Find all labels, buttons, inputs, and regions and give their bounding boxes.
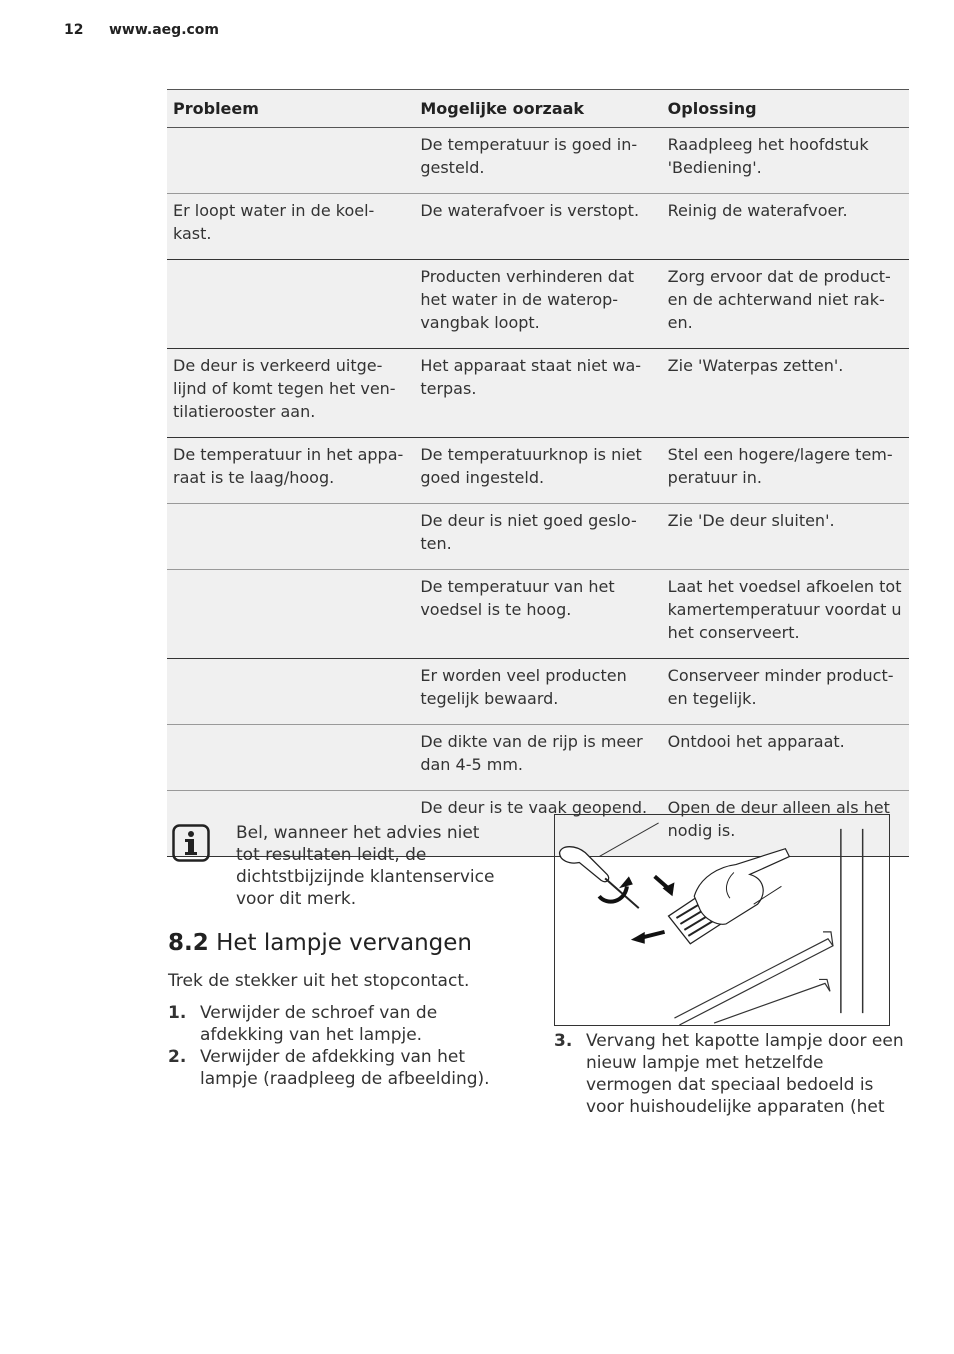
column-header-cause: Mogelijke oorzaak (414, 90, 661, 128)
table-row (167, 438, 909, 504)
list-item (168, 1002, 498, 1046)
cause-cell: De temperatuur is goed in-gesteld. (414, 128, 661, 194)
troubleshooting-table (167, 89, 909, 857)
step-number: 2. (168, 1047, 187, 1067)
cause-cell: De deur is te vaak geopend. (414, 791, 661, 857)
problem-cell: Er loopt water in de koel-kast. (167, 194, 414, 260)
solution-cell: Stel een hogere/lagere tem-peratuur in. (662, 438, 909, 504)
solution-cell: Reinig de waterafvoer. (662, 194, 909, 260)
problem-cell (167, 260, 414, 349)
table-row (167, 725, 909, 791)
problem-cell (167, 570, 414, 659)
table-row (167, 570, 909, 659)
section-title: Het lampje vervangen (216, 930, 473, 956)
step-number: 1. (168, 1003, 187, 1023)
cause-cell: Er worden veel producten tegelijk bewaard. (414, 659, 661, 725)
problem-cell: De deur is verkeerd uitge-lijnd of komt tegen het ven-tilatierooster aan. (167, 349, 414, 438)
table-row (167, 504, 909, 570)
illustration-drawing (555, 815, 889, 1025)
table-header-row (167, 90, 909, 128)
column-header-solution: Oplossing (662, 90, 909, 128)
solution-cell: Zie 'Waterpas zetten'. (662, 349, 909, 438)
problem-cell: De temperatuur in het appa-raat is te laag/hoog. (167, 438, 414, 504)
page-header (64, 22, 219, 38)
cause-cell: Het apparaat staat niet wa-terpas. (414, 349, 661, 438)
solution-cell: Zie 'De deur sluiten'. (662, 504, 909, 570)
solution-cell: Zorg ervoor dat de product-en de achterwand niet rak-en. (662, 260, 909, 349)
table-row (167, 194, 909, 260)
section-heading (168, 930, 472, 956)
cause-cell: De temperatuur van het voedsel is te hoog. (414, 570, 661, 659)
solution-cell: Laat het voedsel afkoelen tot kamertemperatuur voordat u het conserveert. (662, 570, 909, 659)
solution-cell: Open de deur alleen als het nodig is. (662, 791, 909, 857)
website-url: www.aeg.com (109, 22, 220, 38)
step-text: Vervang het kapotte lampje door een nieuw lampje met hetzelfde vermogen dat speciaal bedoeld is voor huishoudelijke apparaten (het (586, 1031, 904, 1117)
problem-cell (167, 128, 414, 194)
steps-list (168, 1002, 498, 1090)
note-text: Bel, wanneer het advies niet tot resultaten leidt, de dichtstbijzijnde klantenservice voor dit merk. (236, 823, 495, 909)
page-number: 12 (64, 22, 84, 38)
step-text: Verwijder de afdekking van het lampje (raadpleeg de afbeelding). (200, 1047, 490, 1089)
section-intro: Trek de stekker uit het stopcontact. (168, 971, 470, 991)
cause-cell: De dikte van de rijp is meer dan 4-5 mm. (414, 725, 661, 791)
cause-cell: De waterafvoer is verstopt. (414, 194, 661, 260)
lamp-replacement-illustration (554, 814, 890, 1026)
problem-cell (167, 504, 414, 570)
info-icon (172, 824, 210, 862)
step-number: 3. (554, 1031, 573, 1051)
table-row (167, 260, 909, 349)
problem-cell (167, 659, 414, 725)
section-number: 8.2 (168, 930, 209, 956)
list-item (554, 1030, 914, 1118)
cause-cell: De temperatuurknop is niet goed ingesteld. (414, 438, 661, 504)
column-header-problem: Probleem (167, 90, 414, 128)
solution-cell: Conserveer minder product-en tegelijk. (662, 659, 909, 725)
step-text: Verwijder de schroef van de afdekking van het lampje. (200, 1003, 438, 1045)
solution-cell: Ontdooi het apparaat. (662, 725, 909, 791)
list-item (168, 1046, 498, 1090)
solution-cell: Raadpleeg het hoofdstuk 'Bediening'. (662, 128, 909, 194)
problem-cell (167, 725, 414, 791)
table-row (167, 349, 909, 438)
table-row (167, 659, 909, 725)
cause-cell: Producten verhinderen dat het water in de waterop-vangbak loopt. (414, 260, 661, 349)
cause-cell: De deur is niet goed geslo-ten. (414, 504, 661, 570)
table-row (167, 128, 909, 194)
